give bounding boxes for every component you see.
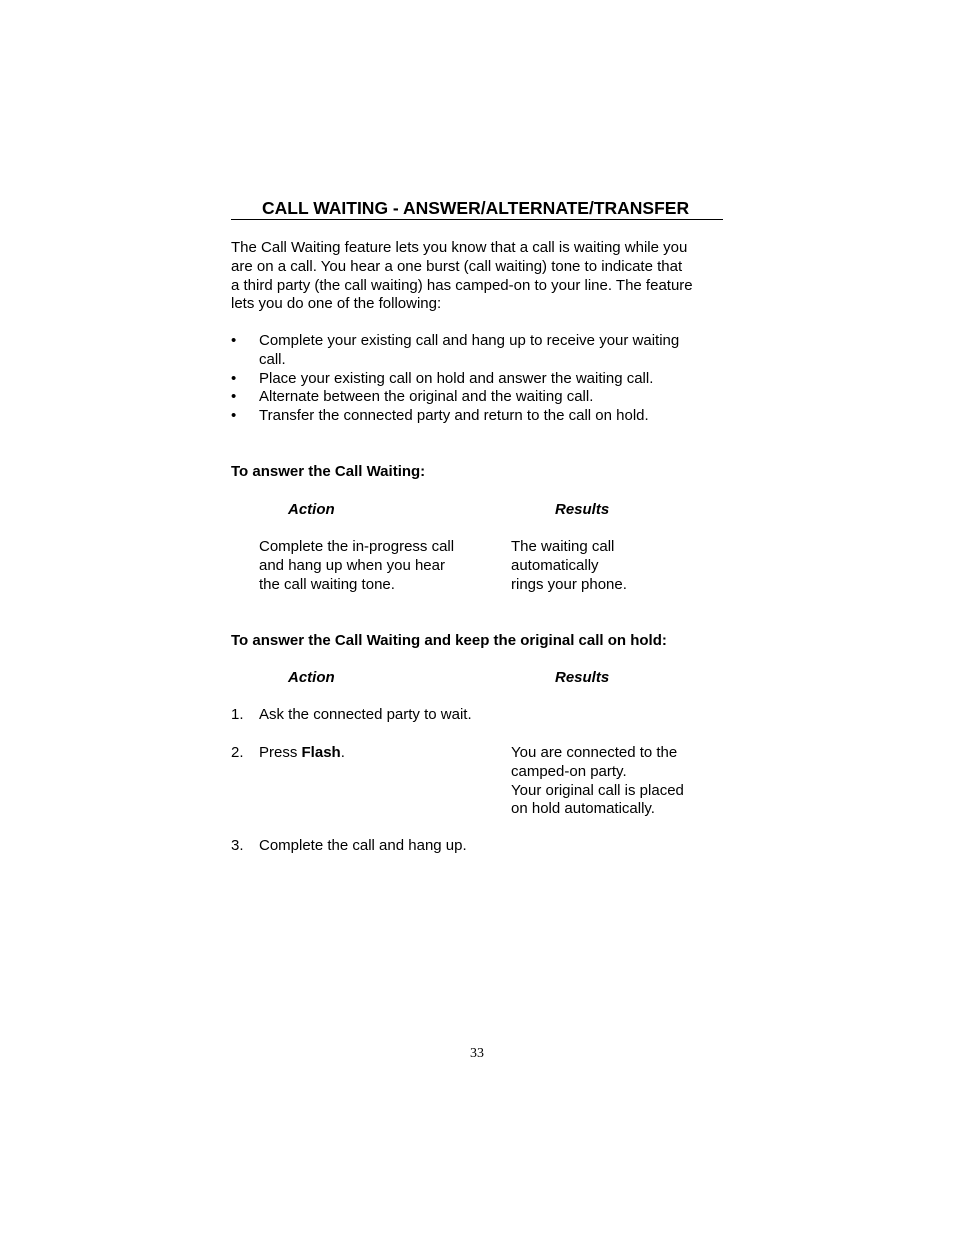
bullet-item bbox=[231, 407, 731, 426]
bullet-item bbox=[231, 370, 731, 389]
section-heading-hold: To answer the Call Waiting and keep the original call on hold: bbox=[231, 632, 667, 649]
bullet-icon: • bbox=[231, 332, 237, 349]
bullet-text: Alternate between the original and the waiting call. bbox=[259, 388, 594, 406]
bullet-text: Complete your existing call and hang up to receive your waiting bbox=[259, 332, 680, 349]
bullet-text: call. bbox=[259, 350, 286, 368]
intro-line: a third party (the call waiting) has camped-on to your line. The feature bbox=[231, 276, 693, 294]
flash-key-label: Flash bbox=[301, 744, 341, 761]
action-cell bbox=[259, 538, 454, 594]
step-text: Complete the call and hang up. bbox=[259, 837, 467, 854]
bullet-item bbox=[231, 332, 731, 370]
step-number: 3. bbox=[231, 837, 244, 854]
action-line: the call waiting tone. bbox=[259, 575, 395, 593]
action-line: Complete the in-progress call bbox=[259, 538, 455, 555]
intro-line: The Call Waiting feature lets you know that a call is waiting while you bbox=[231, 239, 688, 256]
intro-line: lets you do one of the following: bbox=[231, 295, 442, 313]
result-line: on hold automatically. bbox=[511, 800, 655, 818]
page-number: 33 bbox=[470, 1046, 484, 1061]
step-text bbox=[259, 744, 345, 763]
results-column-header: Results bbox=[555, 501, 610, 518]
bullet-icon: • bbox=[231, 407, 237, 425]
result-line: The waiting call bbox=[511, 538, 615, 555]
bullet-icon: • bbox=[231, 369, 237, 387]
result-cell bbox=[511, 538, 627, 594]
section-heading-answer: To answer the Call Waiting: bbox=[231, 463, 426, 480]
bullet-text: Transfer the connected party and return to the call on hold. bbox=[259, 407, 649, 425]
bullet-icon: • bbox=[231, 388, 237, 406]
step-text-suffix: . bbox=[340, 744, 345, 761]
result-line: Your original call is placed bbox=[511, 781, 684, 799]
result-line: automatically bbox=[511, 556, 599, 574]
result-line: rings your phone. bbox=[511, 575, 627, 593]
page-title: CALL WAITING - ANSWER/ALTERNATE/TRANSFER bbox=[231, 197, 723, 220]
intro-line: are on a call. You hear a one burst (call waiting) tone to indicate that bbox=[231, 257, 683, 275]
step-number: 2. bbox=[231, 744, 244, 761]
step-text-prefix: Press bbox=[259, 744, 302, 761]
options-bullet-list bbox=[231, 332, 731, 426]
intro-paragraph bbox=[231, 239, 731, 314]
result-line: You are connected to the bbox=[511, 744, 678, 761]
bullet-text: Place your existing call on hold and answer the waiting call. bbox=[259, 369, 654, 387]
step-number: 1. bbox=[231, 706, 244, 723]
action-column-header: Action bbox=[288, 669, 335, 686]
results-column-header: Results bbox=[555, 669, 610, 686]
action-column-header: Action bbox=[288, 501, 335, 518]
result-cell bbox=[511, 744, 684, 819]
result-line: camped-on party. bbox=[511, 762, 627, 780]
bullet-item bbox=[231, 388, 731, 407]
step-text: Ask the connected party to wait. bbox=[259, 706, 472, 723]
action-line: and hang up when you hear bbox=[259, 556, 445, 574]
